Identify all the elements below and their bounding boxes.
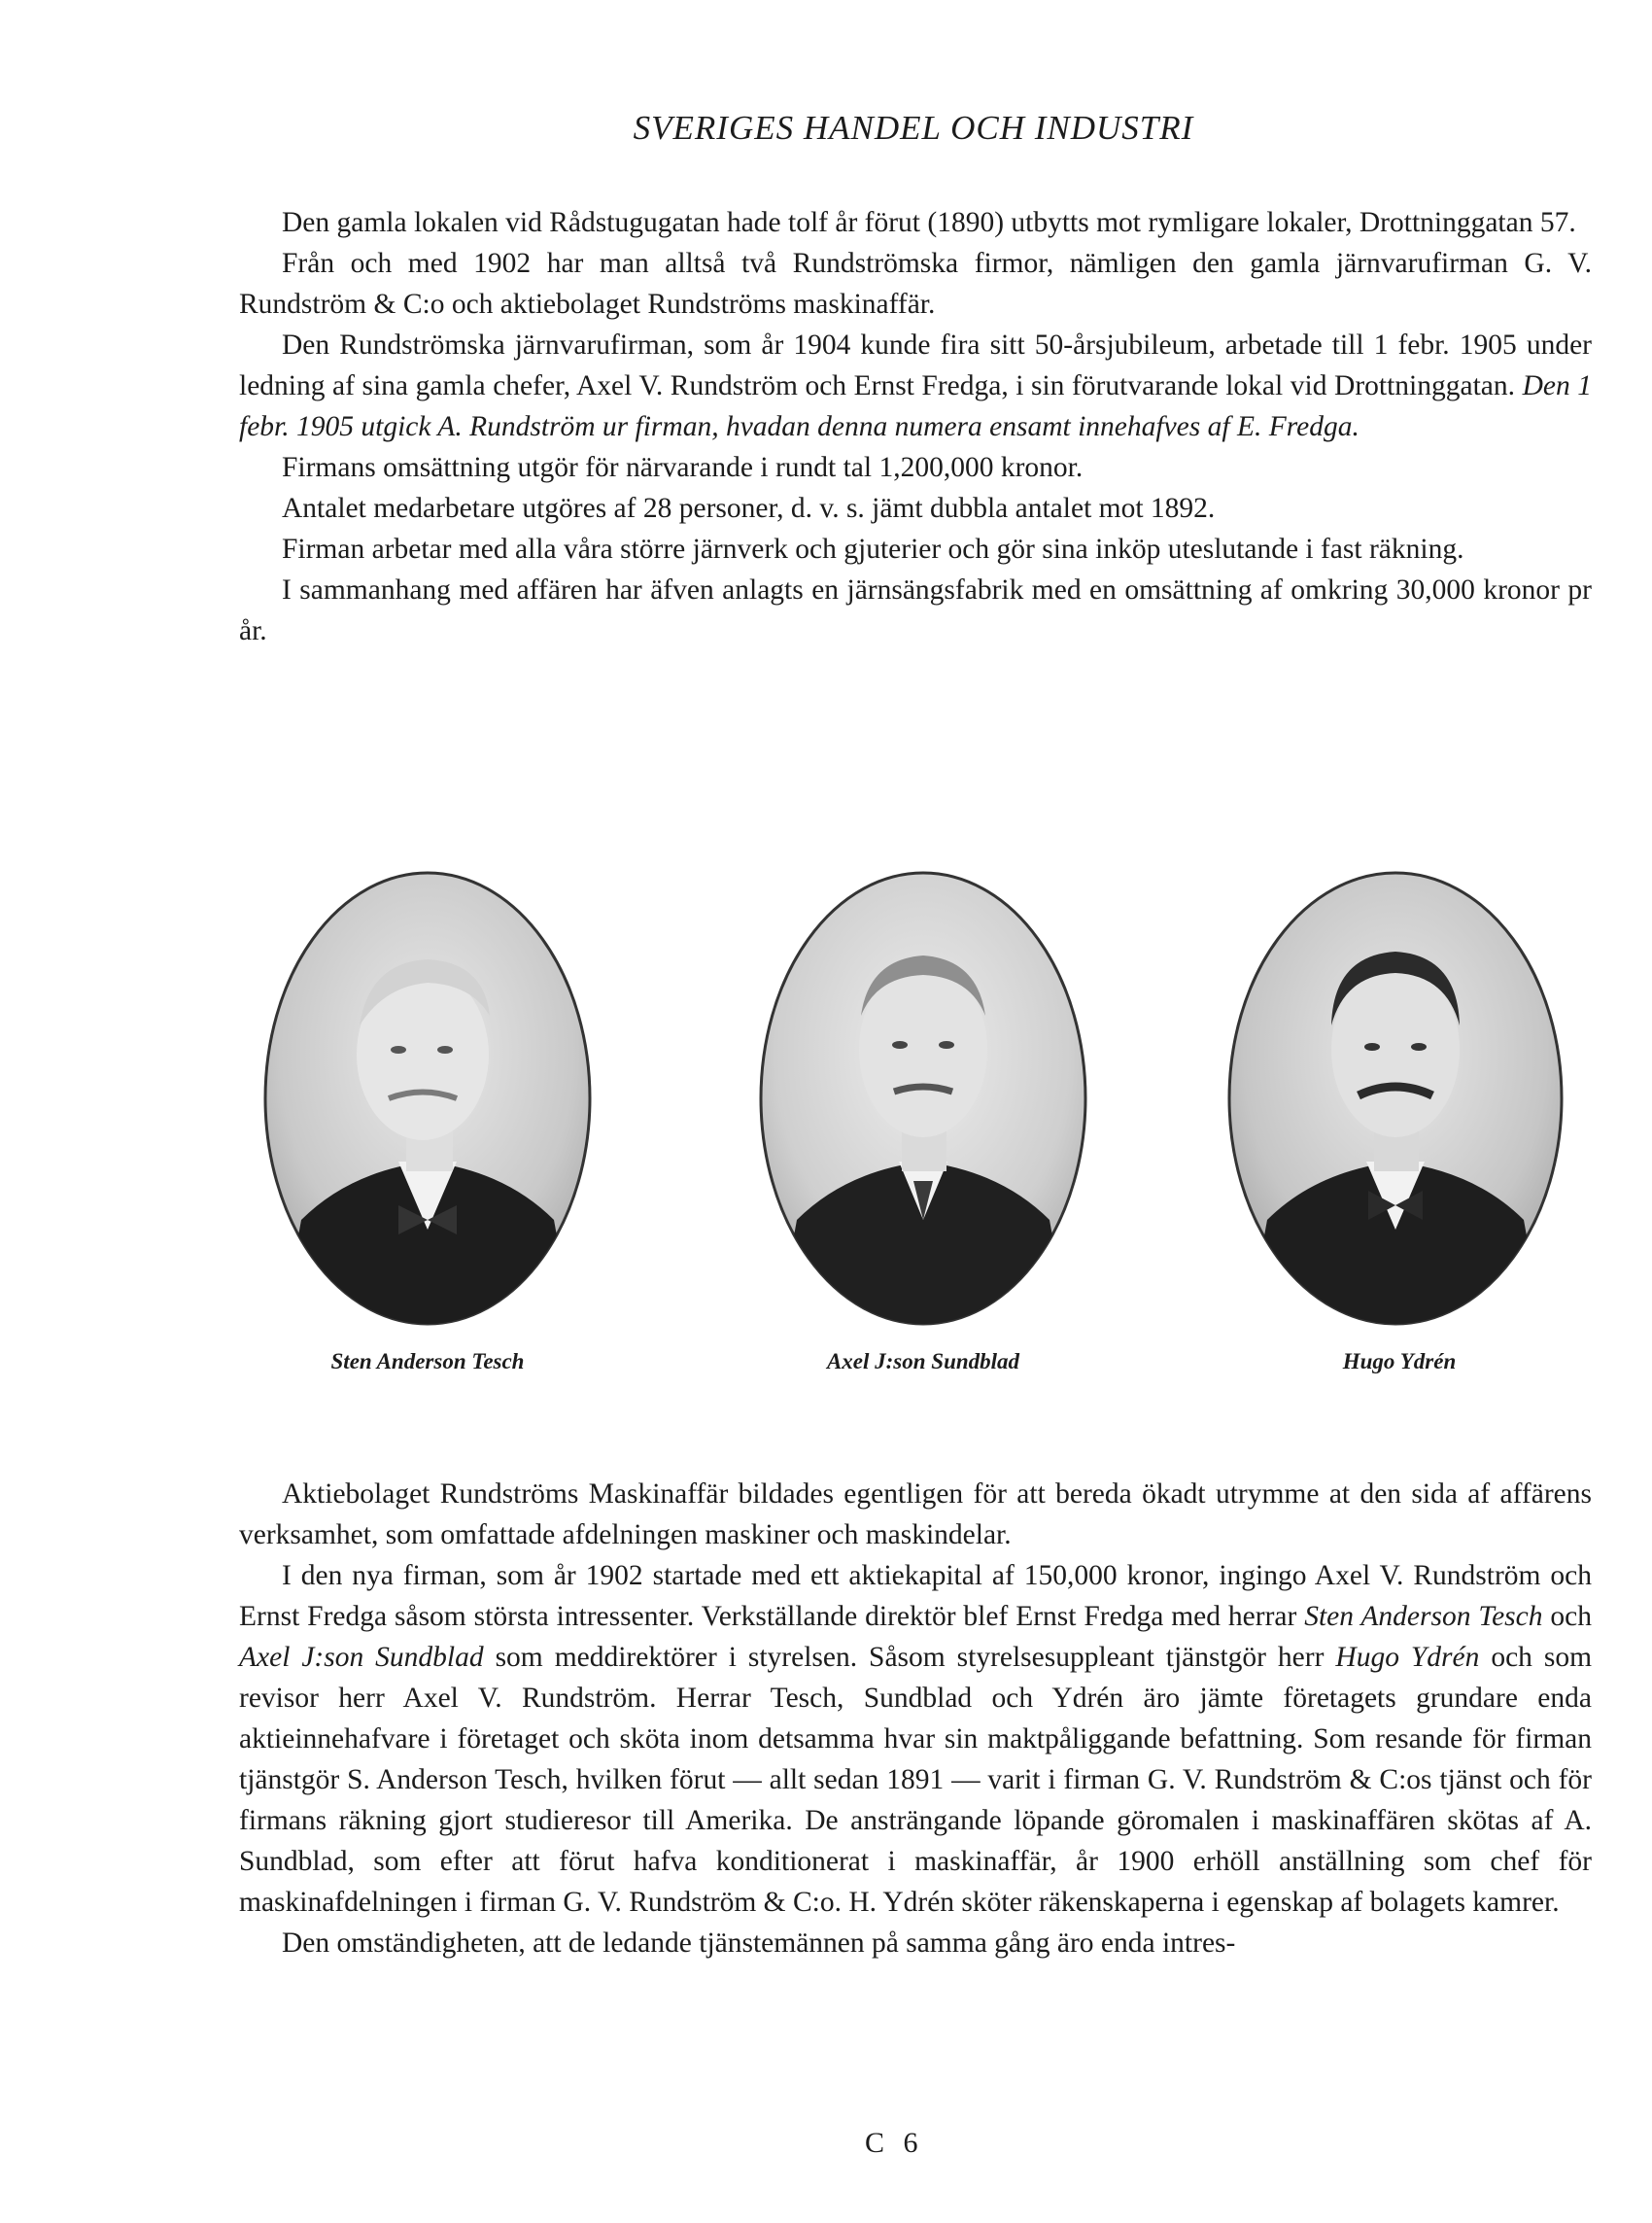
top-text-block <box>239 202 1592 651</box>
portrait-photo-tesch <box>262 870 593 1327</box>
portrait-photo-sundblad <box>758 870 1088 1327</box>
paragraph-turnover: Firmans omsättning utgör för närvarande i rundt tal 1,200,000 kronor. <box>282 452 1084 483</box>
new-firm-name-sundblad: Axel J:son Sundblad <box>239 1642 484 1673</box>
new-firm-name-ydren: Hugo Ydrén <box>1335 1642 1480 1673</box>
new-firm-text-a: I den nya firman, som år 1902 startade med ett aktiekapital af 150,000 kronor, ingingo Axel V. Rundström och Ernst Fredga såsom största intressenter. Verkställande direktör blef Ernst Fredga med herrar <box>239 1560 1592 1632</box>
signature-mark: C 6 <box>865 2127 924 2159</box>
paragraph-staff: Antalet medarbetare utgöres af 28 personer, d. v. s. jämt dubbla antalet mot 1892. <box>282 493 1216 524</box>
paragraph-new-firm <box>239 1555 1592 1923</box>
paragraph-iron-firm <box>239 325 1592 447</box>
new-firm-text-d: och som revisor herr Axel V. Rundström. Herrar Tesch, Sundblad och Ydrén äro jämte företagets grundare enda aktieinnehafvare i företaget och sköta inom detsamma hvar sin maktpåliggande befattning. Som resande för firman tjänstgör S. Anderson Tesch, hvilken förut — allt sedan 1891 — varit i firman G. V. Rundström & C:os tjänst och för firmans räkning gjort studieresor till Amerika. De ansträngande löpande göromalen i maskinaffären skötas af A. Sundblad, som efter att förut hafva konditionerat i maskinaffär, år 1900 erhöll anställning som chef för maskinafdelningen i firman G. V. Rundström & C:o. H. Ydrén sköter räkenskaperna i egenskap af bolagets kamrer. <box>239 1642 1593 1918</box>
paragraph-two-firms: Från och med 1902 har man alltså två Rundströmska firmor, nämligen den gamla järnvarufirman G. V. Rundström & C:o och aktiebolaget Rundströms maskinaffär. <box>239 248 1592 320</box>
bottom-text-block <box>239 1474 1592 1963</box>
caption-ydren: Hugo Ydrén <box>1342 1349 1457 1373</box>
paragraph-bed-factory: I sammanhang med affären har äfven anlagts en järnsängsfabrik med en omsättning af omkring 30,000 kronor pr år. <box>239 574 1592 646</box>
caption-tesch: Sten Anderson Tesch <box>330 1349 525 1373</box>
new-firm-text-c: som meddirektörer i styrelsen. Såsom styrelsesuppleant tjänstgör herr <box>495 1642 1325 1673</box>
paragraph-iron-firm-italic: Den 1 febr. 1905 utgick A. Rundström ur firman, hvadan denna numera ensamt innehafves af E. Fredga. <box>239 370 1593 442</box>
running-title: SVERIGES HANDEL OCH INDUSTRI <box>633 109 1194 147</box>
portrait-photo-ydren <box>1226 870 1565 1327</box>
paragraph-machine-company: Aktiebolaget Rundströms Maskinaffär bildades egentligen för att bereda ökadt utrymme at den sida af affärens verksamhet, som omfattade afdelningen maskiner och maskindelar. <box>239 1478 1592 1550</box>
paragraph-circumstance: Den omständigheten, att de ledande tjänstemännen på samma gång äro enda intres- <box>282 1928 1236 1959</box>
paragraph-iron-firm-text: Den Rundströmska järnvarufirman, som år 1904 kunde fira sitt 50-årsjubileum, arbetade till 1 febr. 1905 under ledning af sina gamla chefer, Axel V. Rundström och Ernst Fredga, i sin förutvarande lokal vid Drottninggatan. <box>239 330 1592 401</box>
paragraph-suppliers: Firman arbetar med alla våra större järnverk och gjuterier och gör sina inköp uteslutande i fast räkning. <box>282 534 1464 565</box>
new-firm-text-b: och <box>1550 1601 1593 1632</box>
paragraph-old-premises: Den gamla lokalen vid Rådstugugatan hade tolf år förut (1890) utbytts mot rymligare lokaler, Drottninggatan 57. <box>282 207 1576 238</box>
new-firm-name-tesch: Sten Anderson Tesch <box>1304 1601 1543 1632</box>
caption-sundblad: Axel J:son Sundblad <box>826 1349 1020 1373</box>
